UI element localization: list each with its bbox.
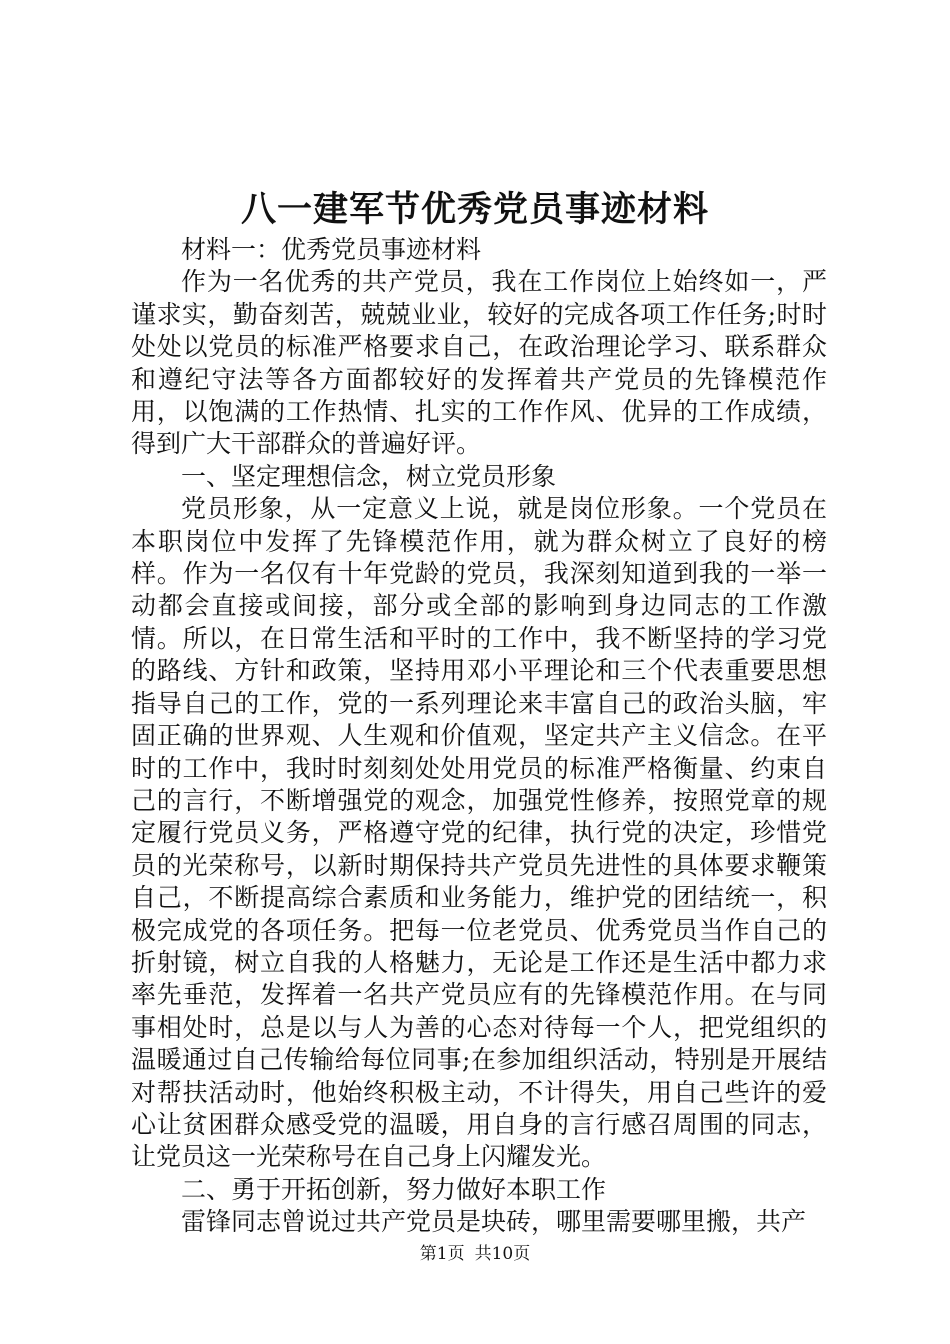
section-1-paragraph: 党员形象，从一定意义上说，就是岗位形象。一个党员在本职岗位中发挥了先锋模范作用，就为群众树立了良好的榜样。作为一名仅有十年党龄的党员，我深刻知道到我的一举一动都会直接或间接，部分或全部的影响到身边同志的工作激情。所以，在日常生活和平时的工作中，我不断坚持的学习党的路线、方针和政策，坚持用邓小平理论和三个代表重要思想指导自己的工作，党的一系列理论来丰富自己的政治头脑，牢固正确的世界观、人生观和价值观，坚定共产主义信念。在平时的工作中，我时时刻刻处处用党员的标准严格衡量、约束自己的言行，不断增强党的观念，加强党性修养，按照党章的规定履行党员义务，严格遵守党的纪律，执行党的决定，珍惜党员的光荣称号，以新时期保持共产党员先进性的具体要求鞭策自己，不断提高综合素质和业务能力，维护党的团结统一，积极完成党的各项任务。把每一位老党员、优秀党员当作自己的折射镜，树立自我的人格魅力，无论是工作还是生活中都力求率先垂范，发挥着一名共产党员应有的先锋模范作用。在与同事相处时，总是以与人为善的心态对待每一个人，把党组织的温暖通过自己传输给每位同事;在参加组织活动，特别是开展结对帮扶活动时，他始终积极主动，不计得失，用自己些许的爱心让贫困群众感受党的温暖，用自身的言行感召周围的同志，让党员这一光荣称号在自己身上闪耀发光。	[131, 494, 827, 1172]
document-title: 八一建军节优秀党员事迹材料	[240, 189, 709, 230]
page-total: 共10页	[474, 1244, 531, 1264]
page-number: 第1页	[419, 1244, 465, 1264]
section-label-material-one: 材料一：优秀党员事迹材料	[181, 235, 482, 264]
section-2-paragraph: 雷锋同志曾说过共产党员是块砖，哪里需要哪里搬，共产	[181, 1207, 807, 1237]
page-footer	[0, 1242, 950, 1266]
intro-paragraph: 作为一名优秀的共产党员，我在工作岗位上始终如一，严谨求实，勤奋刻苦，兢兢业业，较好的完成各项工作任务;时时处处以党员的标准严格要求自己，在政治理论学习、联系群众和遵纪守法等各方面都较好的发挥着共产党员的先锋模范作用，以饱满的工作热情、扎实的工作作风、优异的工作成绩，得到广大干部群众的普遍好评。	[131, 267, 827, 459]
section-heading-2: 二、勇于开拓创新，努力做好本职工作	[181, 1174, 607, 1204]
document-body	[131, 234, 827, 1239]
section-heading-1: 一、坚定理想信念，树立党员形象	[181, 461, 557, 491]
